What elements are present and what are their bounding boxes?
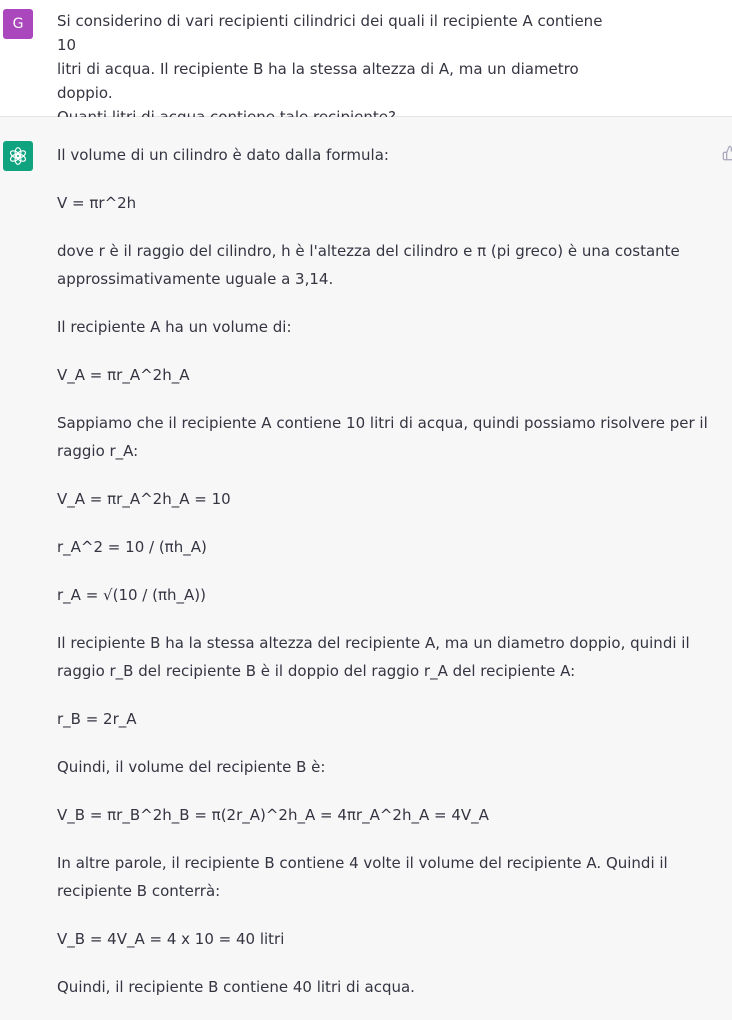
answer-paragraph: Il recipiente B ha la stessa altezza del recipiente A, ma un diametro doppio, quindi il raggio r_B del recipiente B è il doppio del raggio r_A del recipiente A: [57,634,690,680]
answer-paragraph: V_B = πr_B^2h_B = π(2r_A)^2h_A = 4πr_A^2h_A = 4V_A [57,806,489,824]
answer-paragraph: dove r è il raggio del cilindro, h è l'altezza del cilindro e π (pi greco) è una costante approssimativamente uguale a 3,14. [57,242,680,288]
answer-paragraph: V_B = 4V_A = 4 x 10 = 40 litri [57,930,285,948]
user-message-text: Si considerino di vari recipienti cilindrici dei quali il recipiente A contiene 10 litri di acqua. Il recipiente B ha la stessa altezza di A, ma un diametro doppio. [57,12,603,102]
thumbs-up-icon[interactable] [722,145,732,161]
answer-paragraph: r_A^2 = 10 / (πh_A) [57,538,207,556]
answer-paragraph: In altre parole, il recipiente B contiene 4 volte il volume del recipiente A. Quindi il recipiente B conterrà: [57,854,668,900]
answer-paragraph: Quindi, il recipiente B contiene 40 litri di acqua. [57,978,415,996]
answer-paragraph: Sappiamo che il recipiente A contiene 10 litri di acqua, quindi possiamo risolvere per il raggio r_A: [57,414,708,460]
user-message-row [0,0,732,117]
answer-paragraph: Il recipiente A ha un volume di: [57,318,292,336]
answer-paragraph: r_A = √(10 / (πh_A)) [57,586,206,604]
user-avatar-letter: G [12,16,24,32]
assistant-answer [57,141,717,1020]
assistant-message-row [0,117,732,1020]
answer-paragraph: V = πr^2h [57,194,137,212]
user-avatar [3,9,33,39]
answer-paragraph: V_A = πr_A^2h_A [57,366,190,384]
openai-logo-icon [3,141,33,171]
answer-paragraph: V_A = πr_A^2h_A = 10 [57,490,231,508]
answer-paragraph: Il volume di un cilindro è dato dalla formula: [57,146,389,164]
answer-paragraph: Quindi, il volume del recipiente B è: [57,758,326,776]
answer-paragraph: r_B = 2r_A [57,710,137,728]
